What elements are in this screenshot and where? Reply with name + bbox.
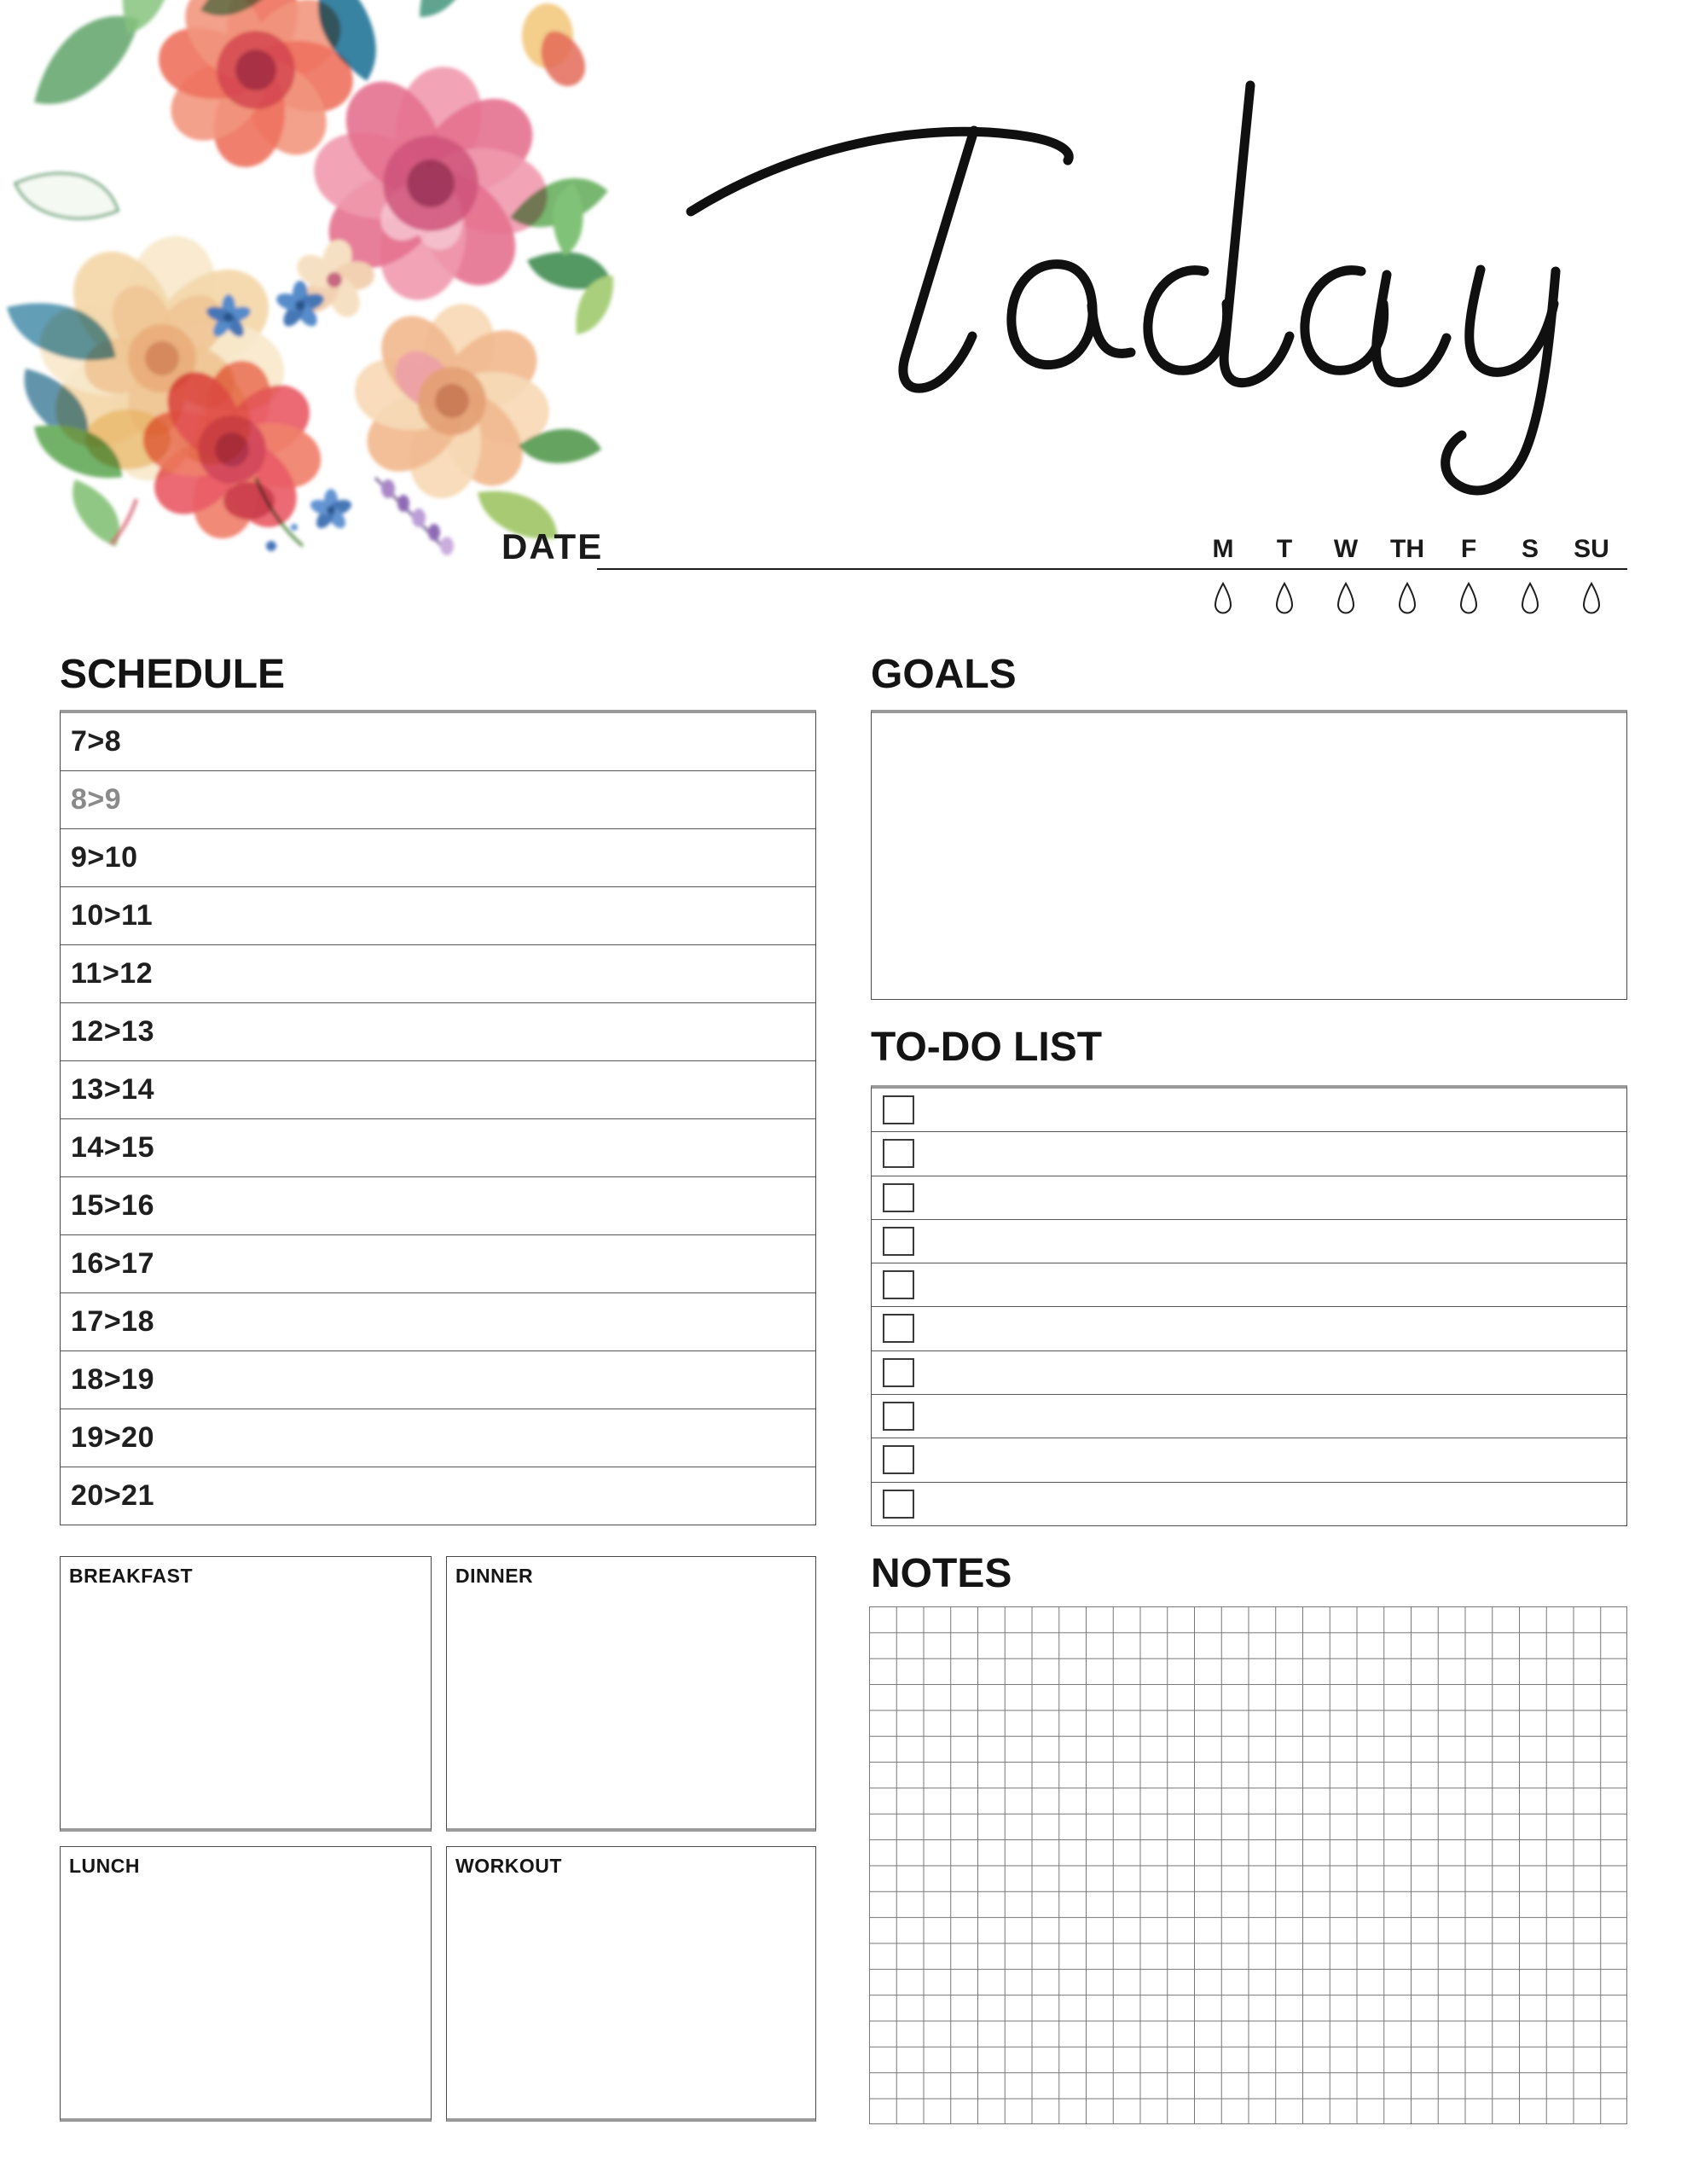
schedule-slot-row[interactable] bbox=[61, 713, 815, 770]
schedule-slot-label: 18>19 bbox=[71, 1363, 154, 1396]
schedule-slot-row[interactable] bbox=[61, 1467, 815, 1525]
schedule-slot-label: 19>20 bbox=[71, 1421, 154, 1454]
week-day-sunday bbox=[1561, 536, 1622, 616]
breakfast-label: BREAKFAST bbox=[69, 1565, 194, 1587]
water-droplet-icon[interactable] bbox=[1212, 582, 1234, 616]
todo-checkbox[interactable] bbox=[883, 1490, 914, 1519]
todo-row[interactable] bbox=[872, 1176, 1626, 1219]
todo-checkbox[interactable] bbox=[883, 1139, 914, 1168]
todo-checkbox[interactable] bbox=[883, 1358, 914, 1387]
today-script-title bbox=[674, 49, 1638, 510]
breakfast-box[interactable] bbox=[60, 1556, 432, 1832]
todo-row[interactable] bbox=[872, 1306, 1626, 1350]
notes-heading: NOTES bbox=[871, 1551, 1012, 1596]
week-day-label: SU bbox=[1574, 535, 1609, 563]
week-day-label: W bbox=[1333, 535, 1359, 563]
todo-row[interactable] bbox=[872, 1263, 1626, 1306]
todo-list bbox=[871, 1085, 1627, 1526]
todo-checkbox[interactable] bbox=[883, 1402, 914, 1431]
todo-checkbox[interactable] bbox=[883, 1270, 914, 1299]
schedule-table bbox=[60, 710, 816, 1525]
schedule-slot-label: 10>11 bbox=[71, 899, 154, 932]
goals-heading: GOALS bbox=[871, 652, 1017, 697]
schedule-slot-label: 8>9 bbox=[71, 783, 122, 816]
notes-grid[interactable] bbox=[869, 1606, 1627, 2124]
week-tracker bbox=[1192, 536, 1622, 616]
week-day-tuesday bbox=[1254, 536, 1315, 616]
schedule-slot-row[interactable] bbox=[61, 886, 815, 944]
schedule-slot-row[interactable] bbox=[61, 1118, 815, 1176]
schedule-slot-row[interactable] bbox=[61, 1234, 815, 1292]
schedule-slot-label: 9>10 bbox=[71, 841, 138, 874]
week-day-saturday bbox=[1499, 536, 1561, 616]
todo-row[interactable] bbox=[872, 1482, 1626, 1525]
schedule-slot-row[interactable] bbox=[61, 770, 815, 828]
schedule-slot-row[interactable] bbox=[61, 828, 815, 886]
goals-box[interactable] bbox=[871, 710, 1627, 1000]
water-droplet-icon[interactable] bbox=[1396, 582, 1418, 616]
schedule-slot-label: 17>18 bbox=[71, 1305, 154, 1338]
workout-label: WORKOUT bbox=[455, 1855, 562, 1877]
todo-checkbox[interactable] bbox=[883, 1314, 914, 1343]
week-day-label: TH bbox=[1390, 535, 1424, 563]
todo-row[interactable] bbox=[872, 1394, 1626, 1438]
schedule-slot-row[interactable] bbox=[61, 1350, 815, 1409]
schedule-slot-label: 15>16 bbox=[71, 1189, 154, 1222]
todo-heading: TO-DO LIST bbox=[871, 1025, 1103, 1070]
schedule-slot-label: 11>12 bbox=[71, 957, 154, 990]
week-day-thursday bbox=[1377, 536, 1438, 616]
workout-box[interactable] bbox=[446, 1846, 816, 2122]
dinner-box[interactable] bbox=[446, 1556, 816, 1832]
week-day-wednesday bbox=[1315, 536, 1377, 616]
week-day-label: M bbox=[1212, 535, 1234, 563]
floral-bouquet-illustration bbox=[0, 0, 640, 563]
schedule-slot-label: 12>13 bbox=[71, 1015, 154, 1048]
week-day-label: S bbox=[1521, 535, 1539, 563]
todo-checkbox[interactable] bbox=[883, 1445, 914, 1474]
schedule-slot-row[interactable] bbox=[61, 1060, 815, 1118]
lunch-label: LUNCH bbox=[69, 1855, 140, 1877]
schedule-slot-label: 20>21 bbox=[71, 1479, 154, 1512]
lunch-box[interactable] bbox=[60, 1846, 432, 2122]
water-droplet-icon[interactable] bbox=[1273, 582, 1296, 616]
schedule-slot-label: 7>8 bbox=[71, 725, 122, 758]
schedule-slot-row[interactable] bbox=[61, 1002, 815, 1060]
water-droplet-icon[interactable] bbox=[1458, 582, 1480, 616]
schedule-slot-label: 14>15 bbox=[71, 1131, 154, 1164]
todo-row[interactable] bbox=[872, 1219, 1626, 1263]
schedule-slot-label: 13>14 bbox=[71, 1073, 154, 1106]
week-day-monday bbox=[1192, 536, 1254, 616]
schedule-slot-row[interactable] bbox=[61, 1292, 815, 1350]
schedule-heading: SCHEDULE bbox=[60, 652, 286, 697]
week-day-friday bbox=[1438, 536, 1499, 616]
week-day-label: T bbox=[1276, 535, 1293, 563]
water-droplet-icon[interactable] bbox=[1335, 582, 1357, 616]
todo-checkbox[interactable] bbox=[883, 1227, 914, 1256]
todo-checkbox[interactable] bbox=[883, 1095, 914, 1124]
todo-checkbox[interactable] bbox=[883, 1183, 914, 1212]
schedule-slot-row[interactable] bbox=[61, 1409, 815, 1467]
date-label: DATE bbox=[501, 526, 604, 566]
schedule-slot-label: 16>17 bbox=[71, 1247, 154, 1280]
dinner-label: DINNER bbox=[455, 1565, 534, 1587]
todo-row[interactable] bbox=[872, 1438, 1626, 1481]
week-day-label: F bbox=[1460, 535, 1477, 563]
todo-row[interactable] bbox=[872, 1131, 1626, 1175]
water-droplet-icon[interactable] bbox=[1580, 582, 1603, 616]
water-droplet-icon[interactable] bbox=[1519, 582, 1541, 616]
schedule-slot-row[interactable] bbox=[61, 944, 815, 1002]
todo-row[interactable] bbox=[872, 1350, 1626, 1394]
todo-row[interactable] bbox=[872, 1089, 1626, 1131]
schedule-slot-row[interactable] bbox=[61, 1176, 815, 1234]
